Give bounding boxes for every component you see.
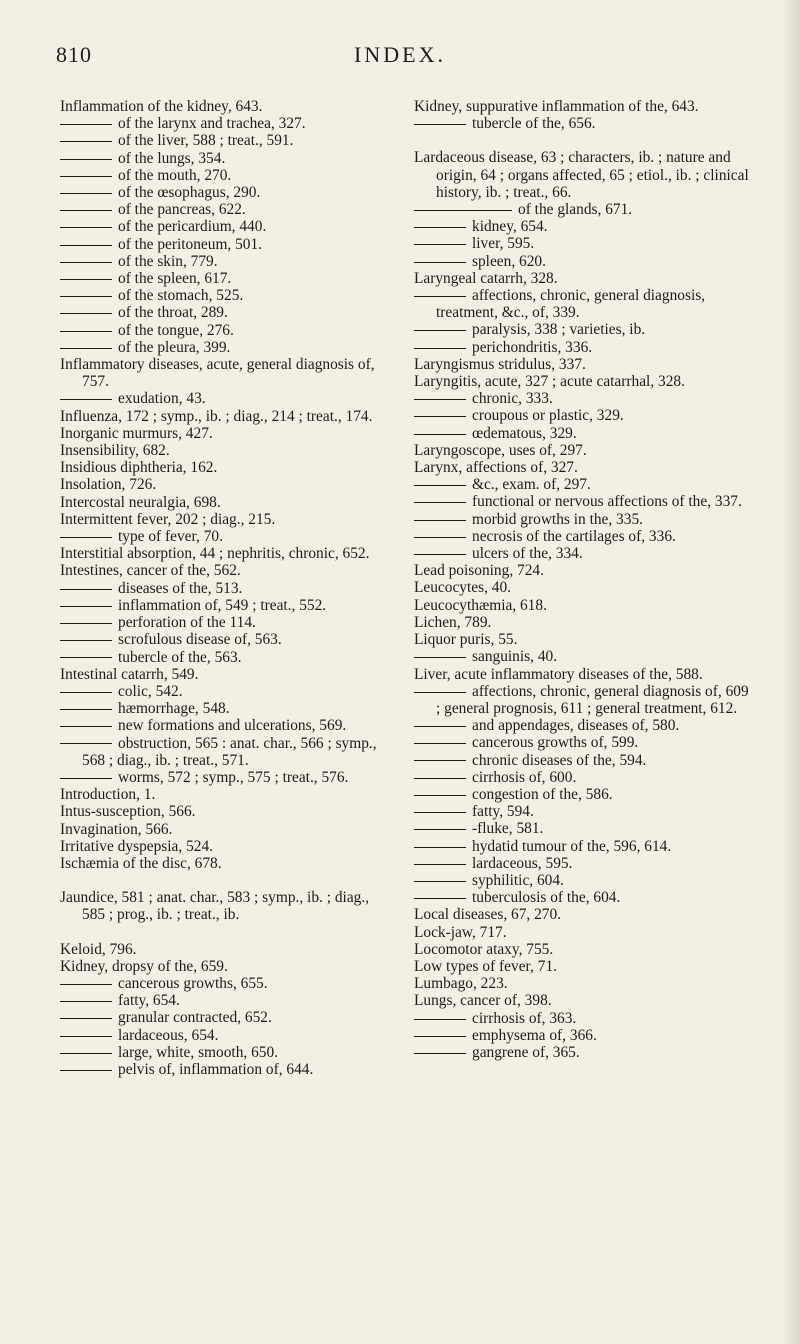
index-subentry: [414, 786, 754, 803]
entry-text: Intus-susception, 566.: [60, 803, 196, 821]
ditto-dash: [414, 898, 466, 899]
index-subentry: [414, 889, 754, 906]
ditto-dash: [60, 606, 112, 607]
ditto-dash: [60, 692, 112, 693]
index-subentry: [414, 872, 754, 889]
ditto-dash: [414, 502, 466, 503]
ditto-dash: [60, 348, 112, 349]
entry-text: exudation, 43.: [118, 390, 206, 408]
entry-text: Locomotor ataxy, 755.: [414, 940, 554, 958]
entry-text: Interstitial absorption, 44 ; nephritis, chronic, 652.: [60, 545, 370, 563]
ditto-dash: [414, 829, 466, 830]
entry-text: of the mouth, 270.: [118, 166, 232, 184]
entry-text: congestion of the, 586.: [472, 785, 613, 803]
entry-text: diseases of the, 513.: [118, 579, 243, 597]
ditto-dash: [414, 726, 466, 727]
entry-text: tubercle of the, 563.: [118, 648, 242, 666]
index-subentry: [60, 580, 378, 597]
entry-text: croupous or plastic, 329.: [472, 407, 624, 425]
index-column-right: [414, 98, 754, 1061]
entry-text: Lardaceous disease, 63 ; characters, ib. ; nature and origin, 64 ; organs affected, 65 ; etiol., ib. ; clinical history, ib. ; treat., 66.: [414, 149, 749, 201]
entry-text: affections, chronic, general diagnosis of, 609 ; general prognosis, 611 ; general treatment, 612.: [436, 682, 749, 717]
index-entry: [60, 889, 378, 923]
index-entry: [414, 597, 754, 614]
entry-text: of the pancreas, 622.: [118, 201, 246, 219]
entry-text: inflammation of, 549 ; treat., 552.: [118, 596, 327, 614]
entry-text: Local diseases, 67, 270.: [414, 906, 562, 924]
entry-text: Jaundice, 581 ; anat. char., 583 ; symp., ib. ; diag., 585 ; prog., ib. ; treat., ib.: [60, 889, 370, 924]
entry-text: Leucocytes, 40.: [414, 579, 512, 597]
section-gap: [60, 872, 378, 889]
entry-text: chronic diseases of the, 594.: [472, 751, 647, 769]
entry-text: chronic, 333.: [472, 390, 553, 408]
index-entry: [60, 666, 378, 683]
ditto-dash: [414, 657, 466, 658]
index-column-left: [60, 98, 378, 1078]
entry-text: of the tongue, 276.: [118, 321, 234, 339]
entry-text: Irritative dyspepsia, 524.: [60, 837, 214, 855]
index-entry: [414, 579, 754, 596]
index-entry: [60, 838, 378, 855]
entry-text: Intercostal neuralgia, 698.: [60, 493, 221, 511]
index-entry: [414, 992, 754, 1009]
index-subentry: [60, 597, 378, 614]
entry-text: Ischæmia of the disc, 678.: [60, 854, 222, 872]
index-entry: [414, 631, 754, 648]
ditto-dash: [414, 520, 466, 521]
index-subentry: [60, 528, 378, 545]
index-subentry: [60, 700, 378, 717]
index-subentry: [60, 1061, 378, 1078]
index-subentry: [60, 339, 378, 356]
entry-text: obstruction, 565 : anat. char., 566 ; symp., 568 ; diag., ib. ; treat., 571.: [82, 734, 377, 769]
entry-text: Insolation, 726.: [60, 476, 157, 494]
entry-text: Influenza, 172 ; symp., ib. ; diag., 214 ; treat., 174.: [60, 407, 373, 425]
entry-text: œdematous, 329.: [472, 424, 577, 442]
ditto-dash: [414, 296, 466, 297]
ditto-dash: [414, 812, 466, 813]
index-entry: [60, 803, 378, 820]
entry-text: of the œsophagus, 290.: [118, 184, 261, 202]
entry-text: emphysema of, 366.: [472, 1026, 597, 1044]
ditto-dash: [60, 623, 112, 624]
ditto-dash: [60, 279, 112, 280]
entry-text: Kidney, suppurative inflammation of the, 643.: [414, 98, 699, 115]
index-subentry: [414, 390, 754, 407]
entry-text: worms, 572 ; symp., 575 ; treat., 576.: [118, 768, 349, 786]
ditto-dash: [60, 399, 112, 400]
index-subentry: [60, 390, 378, 407]
entry-text: Liquor puris, 55.: [414, 631, 518, 649]
page-number: 810: [56, 42, 92, 67]
ditto-dash: [414, 244, 466, 245]
entry-text: of the glands, 671.: [518, 201, 633, 219]
entry-text: necrosis of the cartilages of, 336.: [472, 527, 676, 545]
entry-text: Intestinal catarrh, 549.: [60, 665, 199, 683]
index-subentry: [414, 752, 754, 769]
index-entry: [414, 270, 754, 287]
index-subentry: [60, 184, 378, 201]
entry-text: Low types of fever, 71.: [414, 957, 557, 975]
ditto-dash: [414, 434, 466, 435]
index-entry: [60, 958, 378, 975]
index-entry: [414, 614, 754, 631]
index-entry: [414, 975, 754, 992]
entry-text: new formations and ulcerations, 569.: [118, 717, 347, 735]
entry-text: type of fever, 70.: [118, 528, 223, 546]
entry-text: Leucocythæmia, 618.: [414, 596, 547, 614]
entry-text: Laryngismus stridulus, 337.: [414, 355, 586, 373]
index-entry: [60, 562, 378, 579]
section-gap: [60, 924, 378, 941]
index-subentry: [414, 201, 754, 218]
index-subentry: [414, 855, 754, 872]
index-entry: [414, 149, 754, 201]
index-entry: [414, 941, 754, 958]
ditto-dash: [414, 1053, 466, 1054]
ditto-dash: [60, 1036, 112, 1037]
entry-text: Larynx, affections of, 327.: [414, 459, 578, 477]
ditto-dash: [60, 640, 112, 641]
ditto-dash: [60, 262, 112, 263]
entry-text: of the spleen, 617.: [118, 270, 232, 288]
ditto-dash: [60, 141, 112, 142]
entry-text: functional or nervous affections of the, 337.: [472, 493, 742, 511]
index-entry: [414, 958, 754, 975]
index-subentry: [60, 769, 378, 786]
index-subentry: [414, 528, 754, 545]
ditto-dash: [414, 348, 466, 349]
index-subentry: [60, 132, 378, 149]
ditto-dash: [60, 589, 112, 590]
index-subentry: [414, 820, 754, 837]
ditto-dash: [414, 795, 466, 796]
ditto-dash: [60, 193, 112, 194]
index-subentry: [414, 683, 754, 717]
ditto-dash: [60, 296, 112, 297]
entry-text: Inflammation of the kidney, 643.: [60, 98, 263, 115]
index-entry: [60, 786, 378, 803]
ditto-dash: [60, 537, 112, 538]
entry-text: of the pleura, 399.: [118, 338, 231, 356]
index-subentry: [60, 975, 378, 992]
index-subentry: [60, 218, 378, 235]
ditto-dash: [60, 1018, 112, 1019]
ditto-dash: [60, 159, 112, 160]
index-entry: [60, 356, 378, 390]
index-subentry: [60, 735, 378, 769]
entry-text: Laryngitis, acute, 327 ; acute catarrhal, 328.: [414, 373, 685, 391]
entry-text: Lungs, cancer of, 398.: [414, 992, 552, 1010]
entry-text: ulcers of the, 334.: [472, 545, 583, 563]
index-subentry: [414, 1044, 754, 1061]
index-subentry: [414, 218, 754, 235]
index-subentry: [60, 253, 378, 270]
index-entry: [414, 356, 754, 373]
index-subentry: [414, 493, 754, 510]
entry-text: hydatid tumour of the, 596, 614.: [472, 837, 672, 855]
entry-text: pelvis of, inflammation of, 644.: [118, 1060, 314, 1078]
ditto-dash: [60, 124, 112, 125]
ditto-dash: [414, 692, 466, 693]
entry-text: Keloid, 796.: [60, 940, 137, 958]
index-entry: [414, 459, 754, 476]
entry-text: morbid growths in the, 335.: [472, 510, 643, 528]
ditto-dash: [414, 1036, 466, 1037]
index-entry: [414, 373, 754, 390]
entry-text: kidney, 654.: [472, 218, 548, 236]
running-head: INDEX.: [354, 42, 446, 67]
index-subentry: [60, 167, 378, 184]
index-subentry: [414, 717, 754, 734]
index-subentry: [60, 270, 378, 287]
entry-text: Lumbago, 223.: [414, 975, 508, 993]
ditto-dash: [414, 847, 466, 848]
entry-text: Introduction, 1.: [60, 786, 156, 804]
index-subentry: [60, 1027, 378, 1044]
index-subentry: [414, 253, 754, 270]
index-entry: [414, 562, 754, 579]
index-subentry: [414, 1027, 754, 1044]
entry-text: Laryngeal catarrh, 328.: [414, 269, 558, 287]
index-subentry: [414, 339, 754, 356]
entry-text: syphilitic, 604.: [472, 871, 564, 889]
index-subentry: [60, 201, 378, 218]
entry-text: fatty, 654.: [118, 992, 180, 1010]
index-entry: [60, 425, 378, 442]
index-subentry: [414, 476, 754, 493]
index-subentry: [60, 287, 378, 304]
entry-text: of the peritoneum, 501.: [118, 235, 263, 253]
ditto-dash: [414, 743, 466, 744]
entry-text: colic, 542.: [118, 682, 183, 700]
ditto-dash: [414, 1019, 466, 1020]
entry-text: of the larynx and trachea, 327.: [118, 115, 306, 133]
index-subentry: [60, 236, 378, 253]
ditto-dash: [60, 657, 112, 658]
index-subentry: [60, 614, 378, 631]
entry-text: Intestines, cancer of the, 562.: [60, 562, 241, 580]
ditto-dash: [60, 1070, 112, 1071]
index-entry: [60, 494, 378, 511]
index-subentry: [414, 115, 754, 132]
ditto-dash: [60, 743, 112, 744]
index-subentry: [414, 545, 754, 562]
index-subentry: [414, 734, 754, 751]
entry-text: cancerous growths of, 599.: [472, 734, 639, 752]
entry-text: Inorganic murmurs, 427.: [60, 424, 213, 442]
ditto-dash: [414, 416, 466, 417]
entry-text: liver, 595.: [472, 235, 535, 253]
entry-text: cancerous growths, 655.: [118, 974, 268, 992]
entry-text: Laryngoscope, uses of, 297.: [414, 441, 587, 459]
index-entry: [60, 459, 378, 476]
page-edge-shadow: [782, 0, 800, 1344]
index-entry: [60, 545, 378, 562]
entry-text: of the throat, 289.: [118, 304, 228, 322]
entry-text: lardaceous, 654.: [118, 1026, 219, 1044]
index-subentry: [60, 304, 378, 321]
index-subentry: [60, 717, 378, 734]
entry-text: Inflammatory diseases, acute, general diagnosis of, 757.: [60, 356, 375, 391]
index-subentry: [60, 649, 378, 666]
index-entry: [60, 855, 378, 872]
entry-text: large, white, smooth, 650.: [118, 1043, 279, 1061]
entry-text: Insensibility, 682.: [60, 442, 170, 460]
entry-text: of the lungs, 354.: [118, 149, 226, 167]
entry-text: gangrene of, 365.: [472, 1043, 580, 1061]
entry-text: Lock-jaw, 717.: [414, 923, 507, 941]
index-entry: [60, 941, 378, 958]
index-entry: [414, 442, 754, 459]
index-entry: [414, 98, 754, 115]
ditto-dash: [414, 210, 512, 211]
ditto-dash: [414, 537, 466, 538]
index-subentry: [60, 1009, 378, 1026]
ditto-dash: [60, 210, 112, 211]
ditto-dash: [60, 726, 112, 727]
entry-text: of the stomach, 525.: [118, 287, 244, 305]
index-subentry: [414, 648, 754, 665]
entry-text: and appendages, diseases of, 580.: [472, 717, 680, 735]
entry-text: Invagination, 566.: [60, 820, 173, 838]
entry-text: sanguinis, 40.: [472, 648, 558, 666]
entry-text: granular contracted, 652.: [118, 1009, 272, 1027]
index-entry: [60, 476, 378, 493]
index-subentry: [414, 235, 754, 252]
index-subentry: [60, 631, 378, 648]
entry-text: hæmorrhage, 548.: [118, 700, 230, 718]
index-entry: [60, 408, 378, 425]
entry-text: tubercle of the, 656.: [472, 115, 596, 133]
ditto-dash: [414, 330, 466, 331]
index-subentry: [60, 683, 378, 700]
index-entry: [60, 442, 378, 459]
entry-text: Intermittent fever, 202 ; diag., 215.: [60, 510, 276, 528]
ditto-dash: [414, 262, 466, 263]
index-subentry: [414, 769, 754, 786]
index-subentry: [60, 150, 378, 167]
ditto-dash: [414, 864, 466, 865]
index-subentry: [414, 838, 754, 855]
index-subentry: [414, 321, 754, 338]
entry-text: -fluke, 581.: [472, 820, 544, 838]
ditto-dash: [414, 554, 466, 555]
entry-text: scrofulous disease of, 563.: [118, 631, 282, 649]
ditto-dash: [414, 778, 466, 779]
entry-text: of the pericardium, 440.: [118, 218, 267, 236]
index-entry: [414, 924, 754, 941]
entry-text: of the liver, 588 ; treat., 591.: [118, 132, 294, 150]
index-subentry: [414, 287, 754, 321]
index-subentry: [414, 1010, 754, 1027]
entry-text: tuberculosis of the, 604.: [472, 889, 621, 907]
index-subentry: [414, 425, 754, 442]
index-subentry: [414, 511, 754, 528]
ditto-dash: [60, 1001, 112, 1002]
entry-text: Lichen, 789.: [414, 613, 492, 631]
entry-text: spleen, 620.: [472, 252, 546, 270]
index-subentry: [60, 115, 378, 132]
ditto-dash: [414, 227, 466, 228]
ditto-dash: [414, 485, 466, 486]
index-subentry: [60, 992, 378, 1009]
index-entry: [60, 98, 378, 115]
ditto-dash: [60, 245, 112, 246]
index-subentry: [60, 1044, 378, 1061]
ditto-dash: [60, 227, 112, 228]
entry-text: of the skin, 779.: [118, 252, 218, 270]
entry-text: Lead poisoning, 724.: [414, 562, 544, 580]
ditto-dash: [414, 124, 466, 125]
ditto-dash: [60, 331, 112, 332]
index-entry: [414, 666, 754, 683]
ditto-dash: [414, 760, 466, 761]
entry-text: lardaceous, 595.: [472, 854, 573, 872]
ditto-dash: [60, 313, 112, 314]
entry-text: cirrhosis of, 600.: [472, 768, 577, 786]
index-subentry: [60, 322, 378, 339]
index-entry: [60, 821, 378, 838]
ditto-dash: [60, 778, 112, 779]
ditto-dash: [60, 984, 112, 985]
ditto-dash: [414, 881, 466, 882]
entry-text: Kidney, dropsy of the, 659.: [60, 957, 228, 975]
ditto-dash: [60, 176, 112, 177]
entry-text: perforation of the 114.: [118, 614, 256, 632]
index-subentry: [414, 407, 754, 424]
ditto-dash: [414, 399, 466, 400]
index-subentry: [414, 803, 754, 820]
ditto-dash: [60, 1053, 112, 1054]
index-entry: [60, 511, 378, 528]
entry-text: cirrhosis of, 363.: [472, 1009, 577, 1027]
entry-text: affections, chronic, general diagnosis, treatment, &c., of, 339.: [436, 287, 706, 322]
entry-text: perichondritis, 336.: [472, 338, 593, 356]
entry-text: Liver, acute inflammatory diseases of the, 588.: [414, 665, 703, 683]
entry-text: paralysis, 338 ; varieties, ib.: [472, 321, 646, 339]
entry-text: &c., exam. of, 297.: [472, 476, 591, 494]
entry-text: Insidious diphtheria, 162.: [60, 459, 218, 477]
section-gap: [414, 132, 754, 149]
entry-text: fatty, 594.: [472, 803, 534, 821]
index-entry: [414, 906, 754, 923]
ditto-dash: [60, 709, 112, 710]
